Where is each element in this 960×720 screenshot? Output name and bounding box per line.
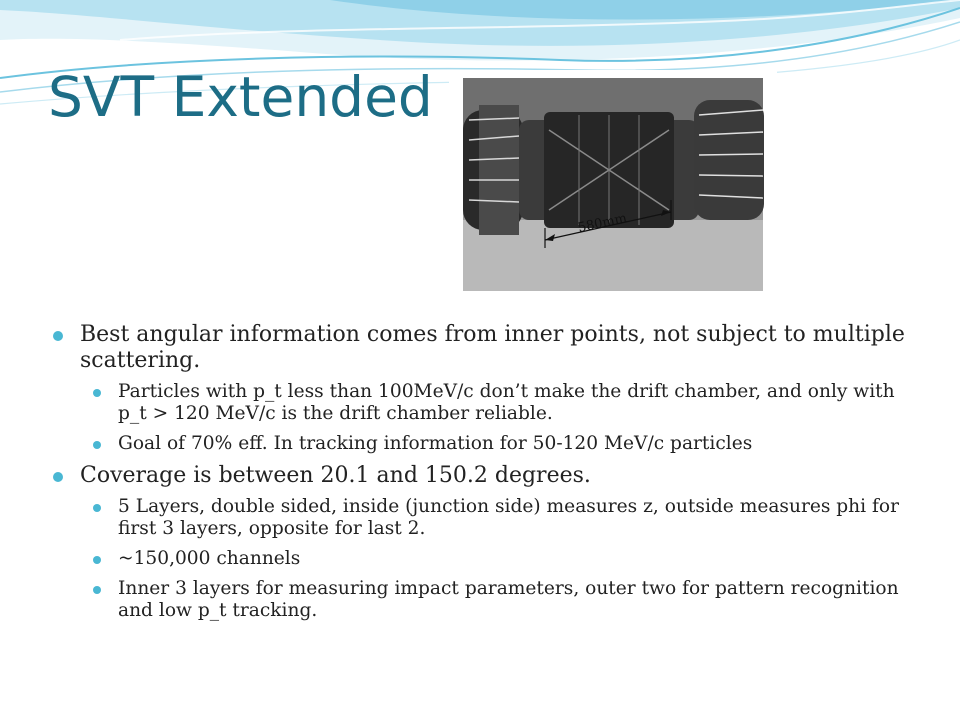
bullet-text: Coverage is between 20.1 and 150.2 degrees. bbox=[80, 463, 591, 488]
bullet-dot-icon bbox=[93, 504, 101, 512]
bullet-text: Best angular information comes from inner points, not subject to multiple scattering. bbox=[80, 322, 905, 373]
sub-bullet-item bbox=[50, 496, 920, 540]
bullet-text: Particles with p_t less than 100MeV/c don’t make the drift chamber, and only with p_t > 120 MeV/c is the drift chamber reliable. bbox=[118, 381, 895, 424]
bullet-text: Goal of 70% eff. In tracking information for 50-120 MeV/c particles bbox=[118, 433, 753, 454]
bullet-item bbox=[50, 463, 920, 489]
bullet-dot-icon bbox=[93, 389, 101, 397]
bullet-item bbox=[50, 322, 920, 374]
bullet-dot-icon bbox=[53, 331, 63, 341]
bullet-dot-icon bbox=[93, 556, 101, 564]
bullet-dot-icon bbox=[53, 472, 63, 482]
bullet-list bbox=[50, 322, 920, 630]
bullet-text: 5 Layers, double sided, inside (junction side) measures z, outside measures phi for first 3 layers, opposite for last 2. bbox=[118, 496, 899, 539]
sub-bullet-item bbox=[50, 548, 920, 570]
dimension-label: 580mm bbox=[576, 210, 629, 236]
bullet-text: ~150,000 channels bbox=[118, 548, 301, 569]
bullet-dot-icon bbox=[93, 586, 101, 594]
slide-title: SVT Extended bbox=[48, 65, 433, 129]
sub-bullet-item bbox=[50, 381, 920, 425]
svt-detector-photo bbox=[449, 70, 777, 299]
sub-bullet-item bbox=[50, 578, 920, 622]
bullet-dot-icon bbox=[93, 441, 101, 449]
bullet-text: Inner 3 layers for measuring impact parameters, outer two for pattern recognition and low p_t tracking. bbox=[118, 578, 899, 621]
sub-bullet-item bbox=[50, 433, 920, 455]
